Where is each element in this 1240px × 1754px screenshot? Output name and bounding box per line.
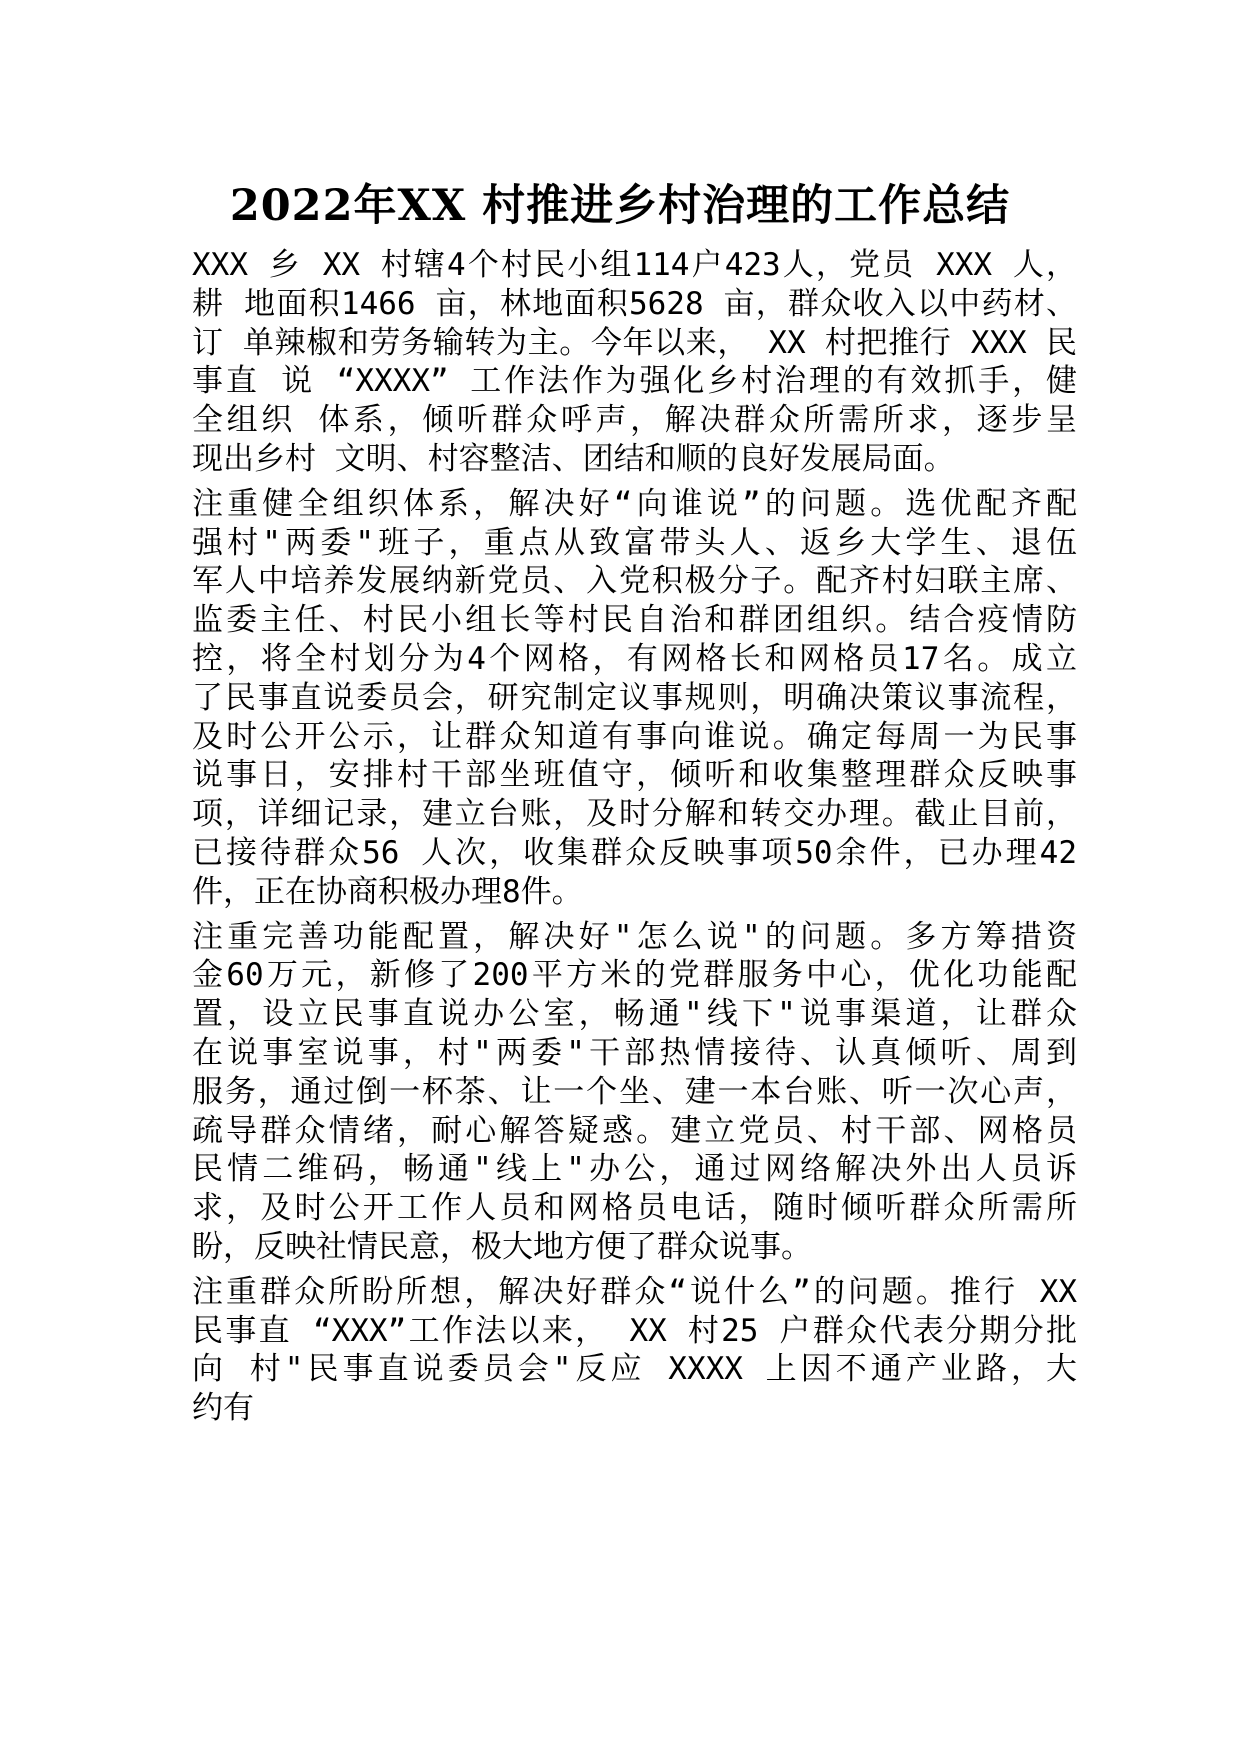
text-line: 向 村"民事直说委员会"反应 XXXX 上因不通产业路，大 (192, 1351, 1077, 1388)
text-line: 及时公开公示，让群众知道有事向谁说。确定每周一为民事 (192, 718, 1077, 755)
text-line: 监委主任、村民小组长等村民自治和群团组织。结合疫情防 (192, 602, 1077, 639)
text-line: 服务，通过倒一杯茶、让一个坐、建一本台账、听一次心声， (192, 1073, 1077, 1110)
text-line: 事直 说 “XXXX” 工作法作为强化乡村治理的有效抓手，健 (192, 363, 1077, 400)
text-line: 现出乡村 文明、村容整洁、团结和顺的良好发展局面。 (192, 440, 955, 477)
text-line: 约有 (192, 1390, 254, 1427)
paragraph-4 (192, 1273, 1077, 1428)
text-line: 项，详细记录，建立台账，及时分解和转交办理。截止目前， (192, 796, 1077, 833)
text-line: 置，设立民事直说办公室，畅通"线下"说事渠道，让群众 (192, 996, 1077, 1033)
text-line: 已接待群众56 人次，收集群众反映事项50余件，已办理42 (192, 834, 1077, 871)
text-line: XXX 乡 XX 村辖4个村民小组114户423人，党员 XXX 人， (192, 247, 1077, 283)
paragraph-1 (192, 246, 1077, 479)
text-line: 注重完善功能配置，解决好"怎么说"的问题。多方筹措资 (192, 918, 1077, 955)
text-line: 全组织 体系，倾听群众呼声，解决群众所需所求，逐步呈 (192, 402, 1077, 439)
text-line: 控，将全村划分为4个网格，有网格长和网格员17名。成立 (192, 640, 1077, 677)
text-line: 民事直 “XXX”工作法以来， XX 村25 户群众代表分期分批 (192, 1312, 1077, 1349)
text-line: 疏导群众情绪，耐心解答疑惑。建立党员、村干部、网格员 (192, 1112, 1077, 1149)
text-line: 金60万元，新修了200平方米的党群服务中心，优化功能配 (192, 957, 1077, 994)
text-line: 耕 地面积1466 亩，林地面积5628 亩，群众收入以中药材、 (192, 285, 1077, 322)
text-line: 民情二维码，畅通"线上"办公，通过网络解决外出人员诉 (192, 1151, 1077, 1188)
document-body (192, 246, 1077, 1434)
text-line: 求，及时公开工作人员和网格员电话，随时倾听群众所需所 (192, 1190, 1077, 1227)
text-line: 注重群众所盼所想，解决好群众“说什么”的问题。推行 XX (192, 1273, 1077, 1310)
text-line: 在说事室说事，村"两委"干部热情接待、认真倾听、周到 (192, 1034, 1077, 1071)
document-title: 2022年XX 村推进乡村治理的工作总结 (229, 181, 1011, 231)
paragraph-2 (192, 485, 1077, 912)
text-line: 注重健全组织体系，解决好“向谁说”的问题。选优配齐配 (192, 485, 1077, 522)
text-line: 订 单辣椒和劳务输转为主。今年以来， XX 村把推行 XXX 民 (192, 324, 1077, 361)
text-line: 军人中培养发展纳新党员、入党积极分子。配齐村妇联主席、 (192, 563, 1077, 600)
text-line: 盼，反映社情民意，极大地方便了群众说事。 (192, 1228, 812, 1265)
text-line: 了民事直说委员会，研究制定议事规则，明确决策议事流程， (192, 679, 1077, 716)
text-line: 强村"两委"班子，重点从致富带头人、返乡大学生、退伍 (192, 524, 1077, 561)
paragraph-3 (192, 918, 1077, 1267)
text-line: 件，正在协商积极办理8件。 (192, 873, 583, 910)
text-line: 说事日，安排村干部坐班值守，倾听和收集整理群众反映事 (192, 757, 1077, 794)
